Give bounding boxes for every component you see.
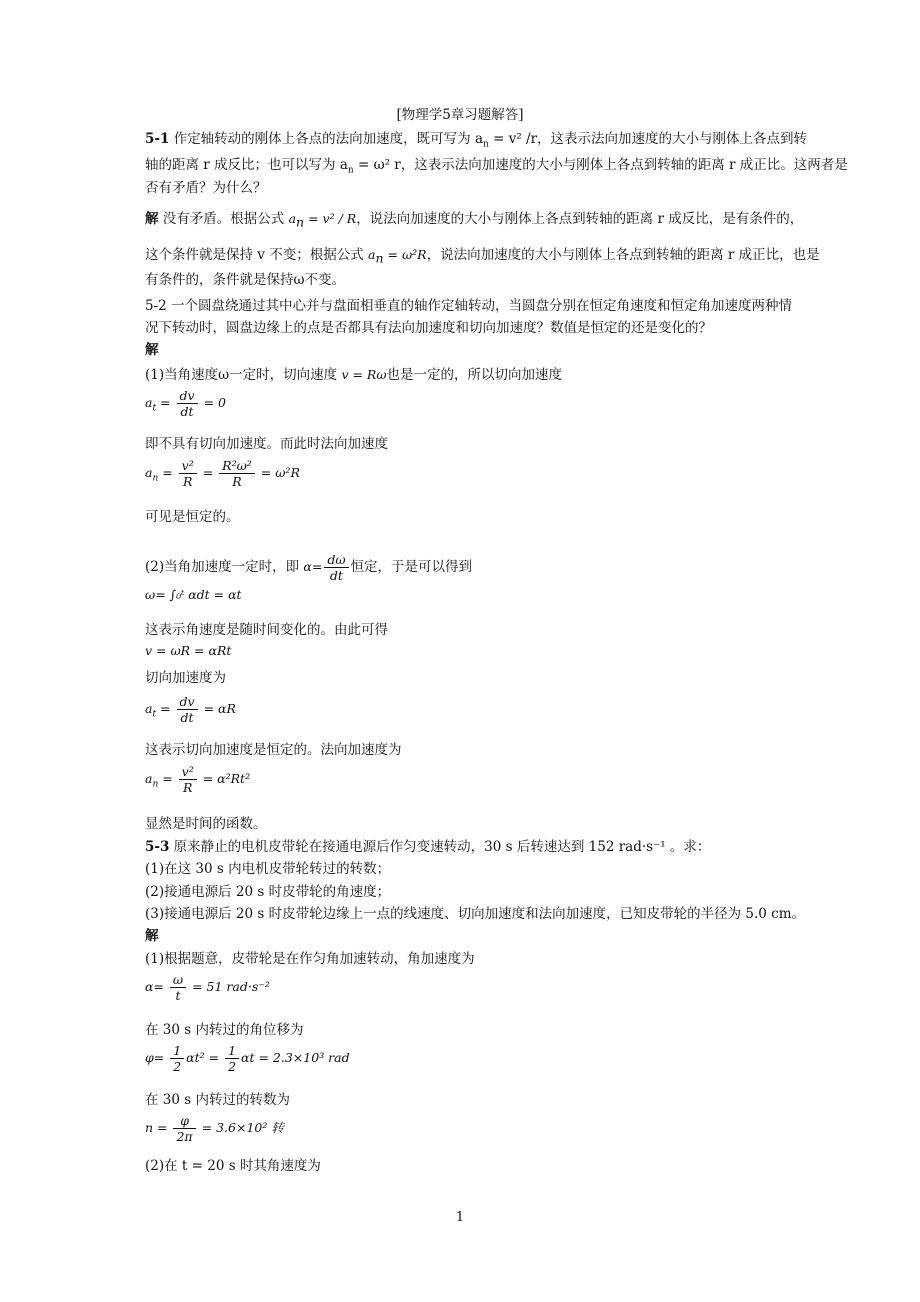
q52-line2: 况下转动时，圆盘边缘上的点是否都具有法向加速度和切向加速度？数值是恒定的还是变化的？ xyxy=(145,320,712,336)
q52-p7: 这表示切向加速度是恒定的。法向加速度为 xyxy=(145,742,402,758)
q52-answer-label: 解 xyxy=(145,342,159,358)
q53-item1: (1)在这 30 s 内电机皮带轮转过的转数； xyxy=(145,861,391,877)
q52-p8: 显然是时间的函数。 xyxy=(145,816,267,832)
q52-p4: (2)当角加速度一定时，即 α= $\frac{d\omega}{dt}$ 恒定，于是可以得到 xyxy=(145,552,473,583)
q51-line1: 5-1 作定轴转动的刚体上各点的法向加速度，既可写为 $a_n = v^2$ /r，这表示法向加速度的大小与刚体上各点到转 xyxy=(145,131,808,150)
q51-number: 5-1 xyxy=(145,131,170,147)
q51-answer-line2: 这个条件就是保持 v 不变；根据公式 $a_n = \omega^2R$，说法向加速度的大小与刚体上各点到转轴的距离 r 成正比，也是 xyxy=(145,247,820,266)
q52-eq1: $a_t$ = $\frac{dv}{dt}$ = 0 xyxy=(145,388,226,419)
q53-item3: (3)接通电源后 20 s 时皮带轮边缘上一点的线速度、切向加速度和法向加速度，已知皮带轮的半径为 5.0 cm。 xyxy=(145,906,806,922)
q51-line2: 轴的距离 r 成反比；也可以写为 $a_n = \omega^2$ r，这表示法向加速度的大小与刚体上各点到转轴的距离 r 成正比。这两者是 xyxy=(145,157,848,176)
q52-eq2: $a_n$ = $\frac{\text{v²}}{R}$ = $\frac{\text{R²ω²}}{R}$ = ω²R xyxy=(145,458,300,489)
q52-line1: 5-2 一个圆盘绕通过其中心并与盘面相垂直的轴作定轴转动，当圆盘分别在恒定角速度和恒定角加速度两种情 xyxy=(145,298,793,314)
q52-eq3: ω= ∫₀ᵗ αdt = αt xyxy=(145,587,242,602)
q52-p1: (1)当角速度ω一定时，切向速度 v = Rω也是一定的，所以切向加速度 xyxy=(145,367,563,383)
q52-eq5: $a_t$ = $\frac{dv}{dt}$ = αR xyxy=(145,694,236,725)
q52-p6: 切向加速度为 xyxy=(145,670,226,686)
q53-p4: (2)在 t = 20 s 时其角速度为 xyxy=(145,1158,321,1174)
q53-eq2: φ= $\frac{1}{2}$ αt² = $\frac{1}{2}$ αt = 2.3×10³ rad xyxy=(145,1043,350,1074)
page-header: [物理学5章习题解答] xyxy=(396,107,524,123)
q53-eq3: n = $\frac{\varphi}{2\pi}$ = 3.6×10² 转 xyxy=(145,1113,284,1144)
q52-p5: 这表示角速度是随时间变化的。由此可得 xyxy=(145,622,388,638)
q53-line1: 5-3 原来静止的电机皮带轮在接通电源后作匀变速转动，30 s 后转速达到 152 rad·s⁻¹ 。求： xyxy=(145,839,711,855)
q53-eq1: α= $\frac{\omega}{t}$ = 51 rad·s⁻² xyxy=(145,972,270,1003)
q53-answer-label: 解 xyxy=(145,928,159,944)
q51-answer-line3: 有条件的，条件就是保持ω不变。 xyxy=(145,272,346,288)
q51-answer-line1: 解 没有矛盾。根据公式 $a_n = v^2 / R$，说法向加速度的大小与刚体上各点到转轴的距离 r 成反比，是有条件的， xyxy=(145,211,804,230)
q51-line3: 否有矛盾？为什么？ xyxy=(145,180,267,196)
q53-p2: 在 30 s 内转过的角位移为 xyxy=(145,1022,304,1038)
q53-p3: 在 30 s 内转过的转数为 xyxy=(145,1092,290,1108)
page-number: 1 xyxy=(455,1210,465,1225)
q52-p2: 即不具有切向加速度。而此时法向加速度 xyxy=(145,436,388,452)
q53-item2: (2)接通电源后 20 s 时皮带轮的角速度； xyxy=(145,884,391,900)
q53-p1: (1)根据题意，皮带轮是在作匀角加速转动，角加速度为 xyxy=(145,951,475,967)
q52-eq6: $a_n$ = $\frac{\text{v²}}{R}$ = α²Rt² xyxy=(145,764,251,795)
q52-eq4: v = ωR = αRt xyxy=(145,643,232,658)
q52-p3: 可见是恒定的。 xyxy=(145,509,240,525)
